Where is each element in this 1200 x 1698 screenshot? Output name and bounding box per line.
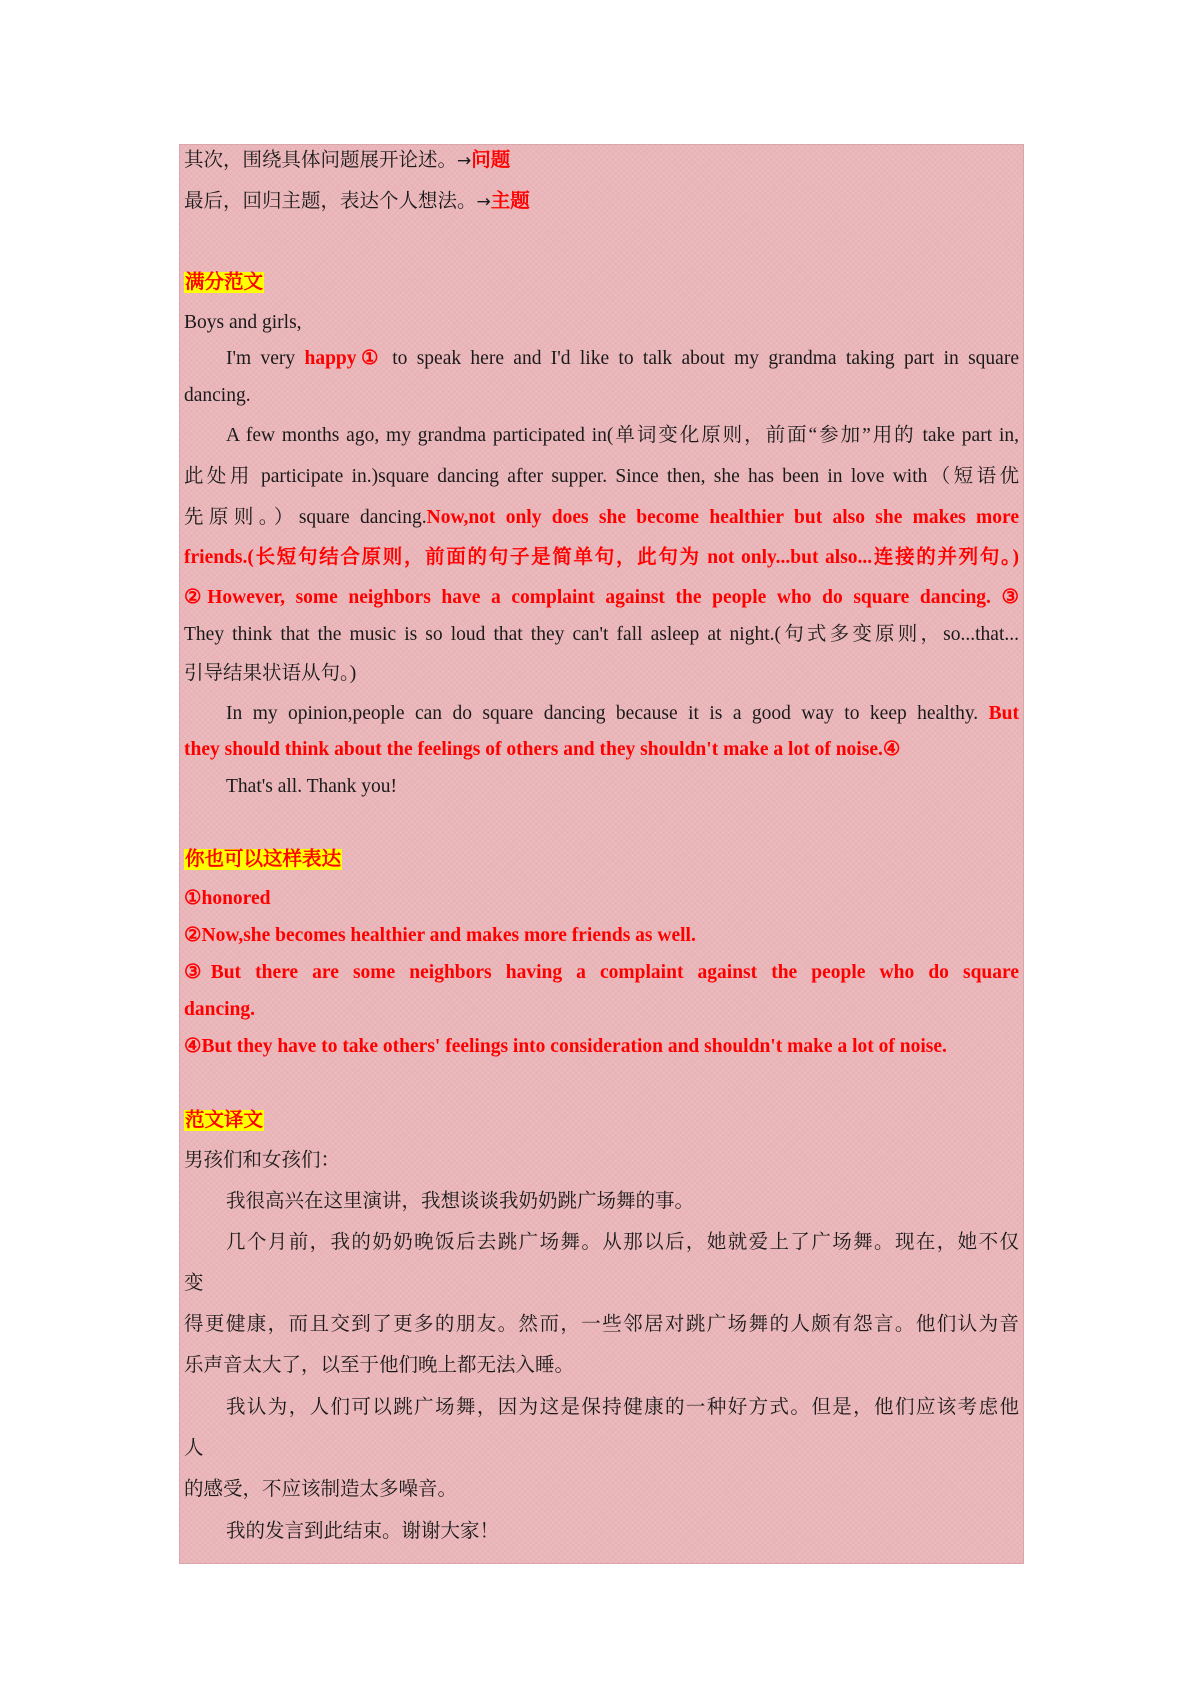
translation-line: 我认为，人们可以跳广场舞，因为这是保持健康的一种好方式。但是，他们应该考虑他 — [226, 1397, 1019, 1418]
outline-line-3 — [184, 188, 1019, 216]
essay-p2-line3 — [184, 504, 1019, 532]
alternatives-heading-line — [184, 846, 1019, 874]
alternative-item: ③But there are some neighbors having a complaint against the people who do square — [184, 962, 1019, 983]
essay-p3-text: In my opinion,people can do square dancing because it is a good way to keep healthy. — [226, 703, 989, 724]
translation-line: 得更健康，而且交到了更多的朋友。然而，一些邻居对跳广场舞的人颇有怨言。他们认为音 — [184, 1314, 1019, 1335]
alternatives-heading: 你也可以这样表达 — [185, 849, 342, 870]
essay-p1-text-a: I'm very — [226, 348, 305, 369]
translation-line: 变 — [184, 1273, 204, 1294]
translation-line: 我很高兴在这里演讲，我想谈谈我奶奶跳广场舞的事。 — [226, 1191, 695, 1212]
essay-p1-line2: dancing. — [184, 385, 251, 406]
essay-p2-line7: 引导结果状语从句。) — [184, 663, 357, 684]
document-panel — [179, 144, 1024, 1564]
essay-p2-line3-text: 先原则。）square dancing. — [184, 507, 427, 528]
alternative-item: ②Now,she becomes healthier and makes more friends as well. — [184, 925, 696, 946]
alternative-item: dancing. — [184, 999, 255, 1020]
alternative-item: ①honored — [184, 888, 271, 909]
right-arrow-icon: → — [476, 192, 491, 212]
essay-p1-emphasis: happy① — [304, 348, 383, 369]
essay-p3-line2: they should think about the feelings of others and they shouldn't make a lot of noise.④ — [184, 739, 901, 760]
translation-greeting: 男孩们和女孩们： — [184, 1150, 341, 1171]
alternative-item: ④But they have to take others' feelings into consideration and shouldn't make a lot of noise. — [184, 1036, 947, 1057]
essay-p2-line6: They think that the music is so loud that they can't fall asleep at night.(句式多变原则，so...that... — [184, 624, 1019, 645]
translation-line: 我的发言到此结束。谢谢大家！ — [226, 1521, 500, 1542]
translation-heading-line — [184, 1107, 1019, 1135]
essay-p1-line1 — [184, 345, 1019, 373]
outline-line-3-text: 最后，回归主题，表达个人想法。 — [184, 191, 477, 212]
essay-closing: That's all. Thank you! — [226, 776, 398, 797]
essay-p2-line3-emphasis: Now,not only does she become healthier but also she makes more — [426, 507, 1019, 528]
outline-tag-theme: 主题 — [490, 191, 530, 212]
outline-line-2-text: 其次，围绕具体问题展开论述。 — [184, 150, 458, 171]
translation-line: 几个月前，我的奶奶晚饭后去跳广场舞。从那以后，她就爱上了广场舞。现在，她不仅 — [226, 1232, 1019, 1253]
essay-p2-line1: A few months ago, my grandma participated in(单词变化原则，前面“参加”用的 take part in, — [226, 425, 1019, 446]
translation-line: 乐声音太大了，以至于他们晚上都无法入睡。 — [184, 1355, 575, 1376]
essay-p2-line4: friends.(长短句结合原则，前面的句子是简单句，此句为 not only...but also...连接的并列句。) — [184, 547, 1019, 568]
essay-p2-line2: 此处用 participate in.)square dancing after supper. Since then, she has been in love with（短语优 — [184, 466, 1019, 487]
essay-heading: 满分范文 — [185, 272, 264, 293]
translation-line: 人 — [184, 1438, 204, 1459]
essay-p1-text-b: to speak here and I'd like to talk about my grandma taking part in square — [382, 348, 1019, 369]
essay-p2-line5: ②However, some neighbors have a complaint against the people who do square dancing. ③ — [184, 587, 1019, 608]
essay-heading-line — [184, 269, 1019, 297]
right-arrow-icon: → — [457, 151, 472, 171]
essay-p3-line1 — [184, 700, 1019, 728]
translation-line: 的感受，不应该制造太多噪音。 — [184, 1479, 458, 1500]
outline-tag-problem: 问题 — [471, 150, 511, 171]
essay-p3-emphasis-a: But — [988, 703, 1019, 724]
outline-line-2 — [184, 147, 1019, 175]
essay-greeting: Boys and girls, — [184, 312, 302, 333]
translation-heading: 范文译文 — [185, 1110, 264, 1131]
